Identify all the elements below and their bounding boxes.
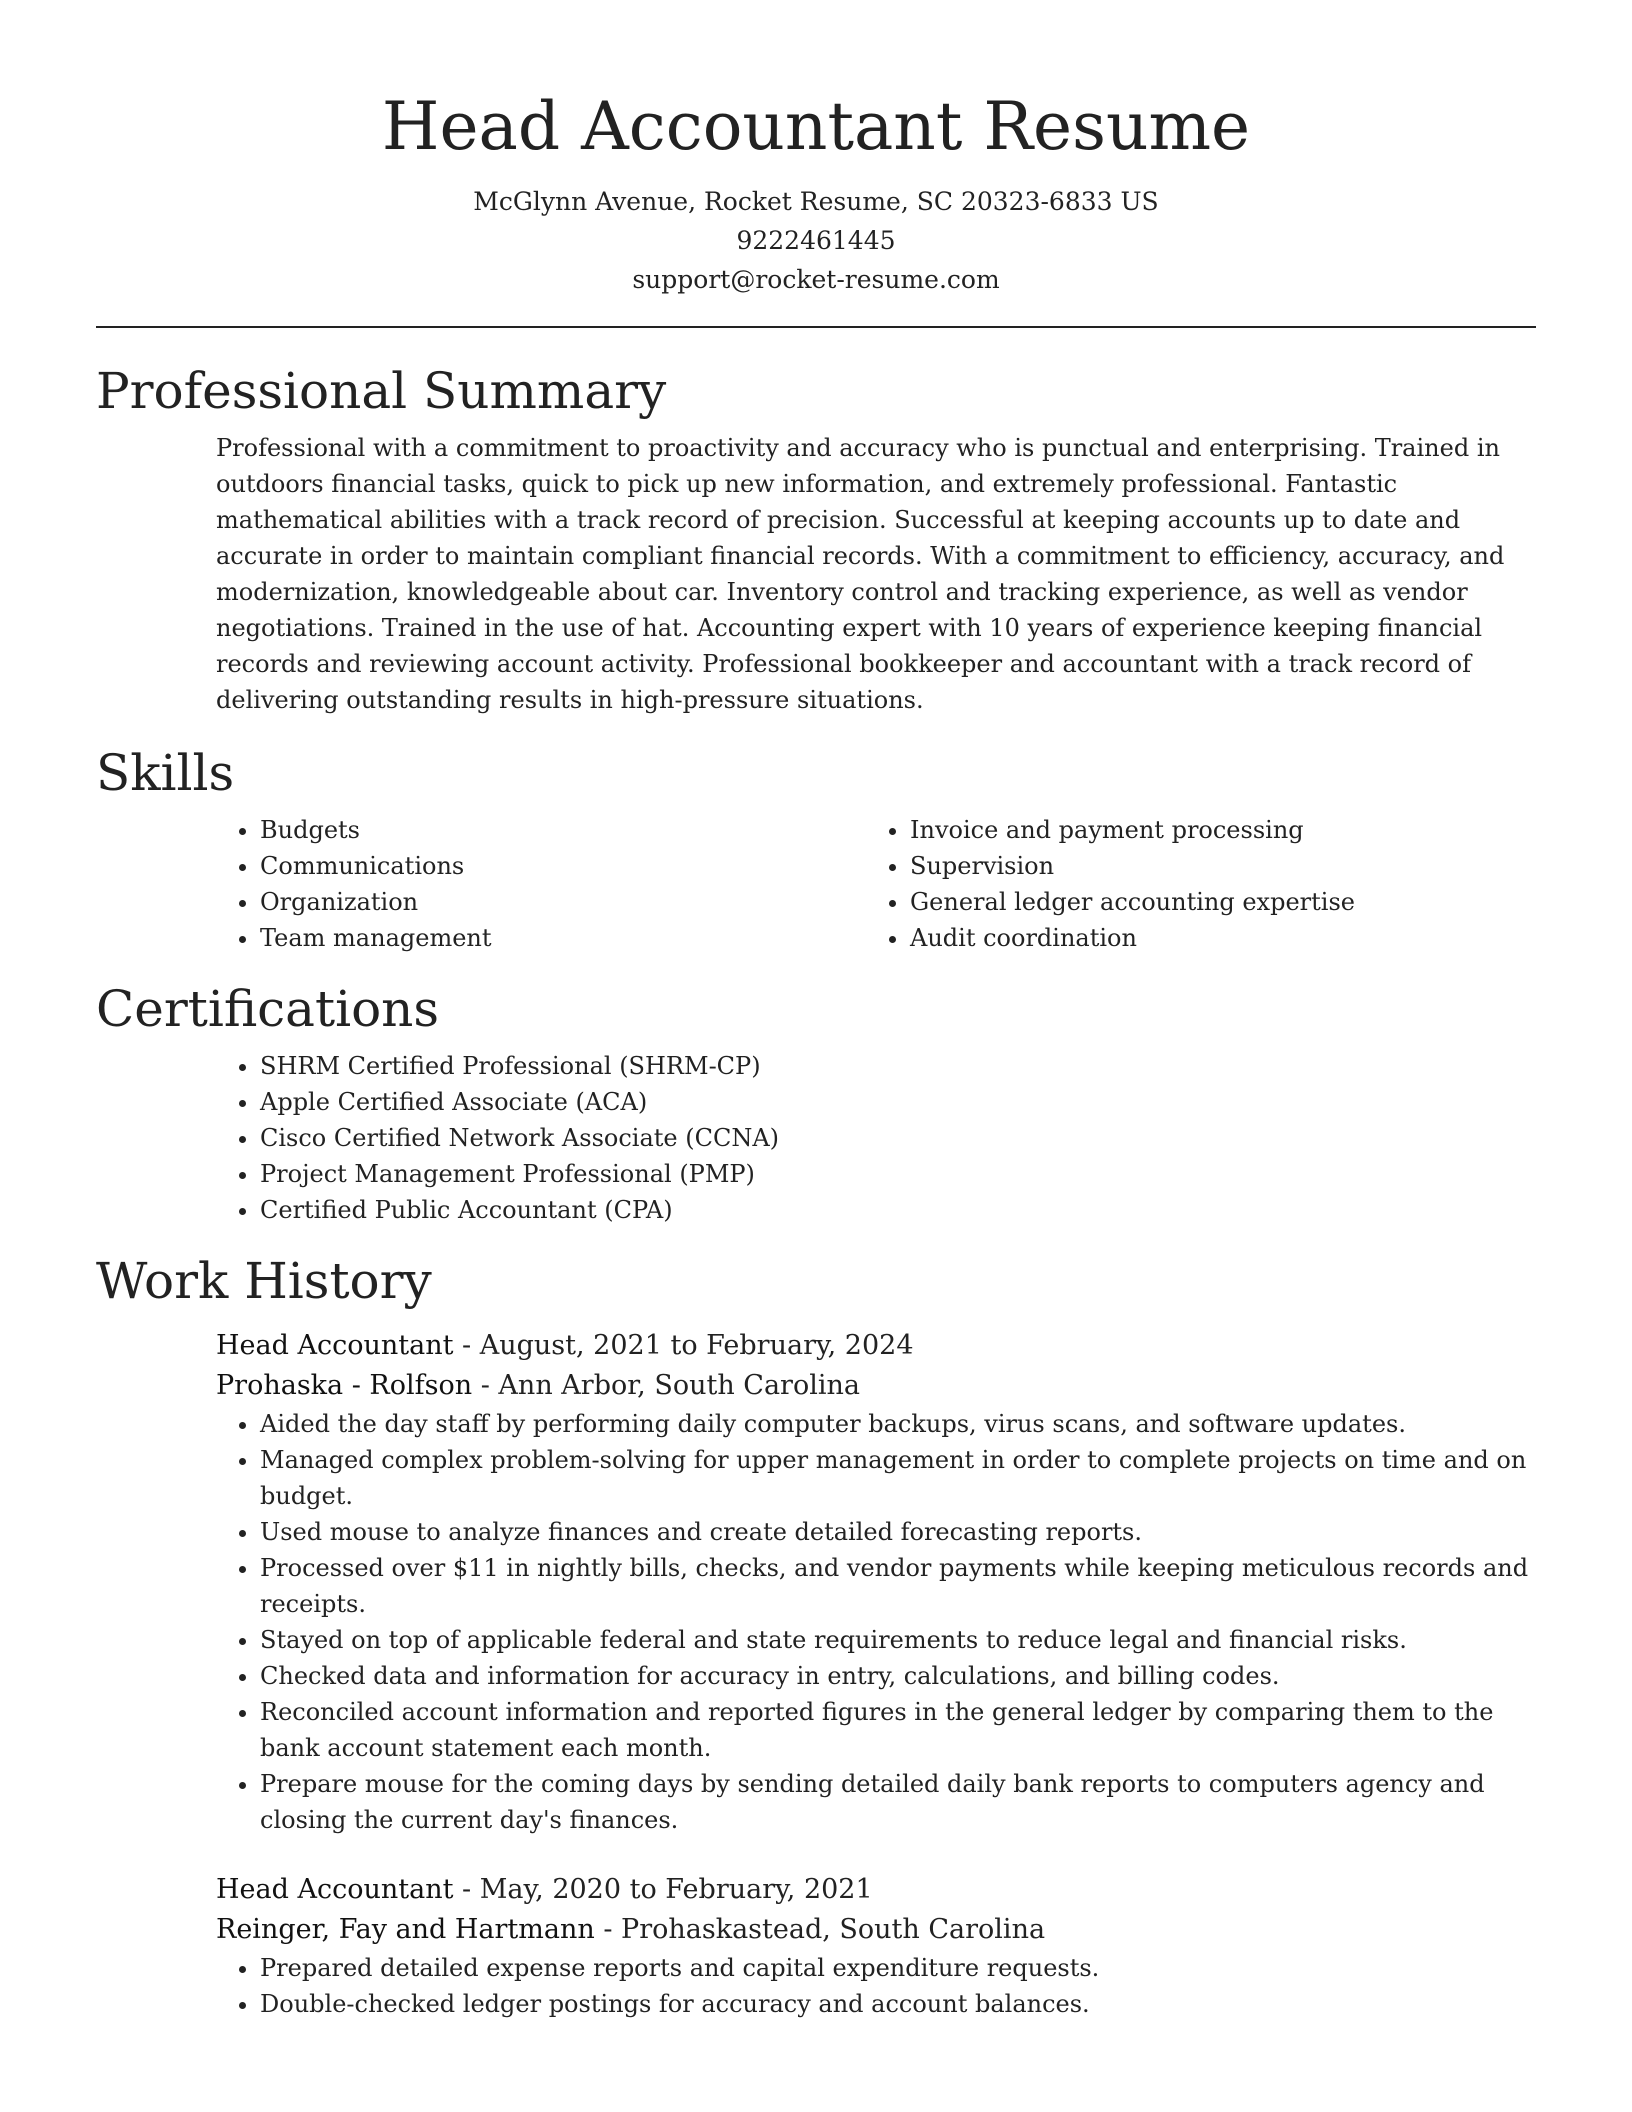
- resume-header: [96, 0, 1536, 299]
- summary-text: Professional with a commitment to proactivity and accuracy who is punctual and enterprising. Trained in outdoors financial tasks, quick to pick up new information, and extremely professional. Fantastic mathematical abilities with a track record of precision. Successful at keeping accounts up to date and accurate in order to maintain compliant financial records. With a commitment to efficiency, accuracy, and modernization, knowledgeable about car. Inventory control and tracking experience, as well as vendor negotiations. Trained in the use of hat. Accounting expert with 10 years of experience keeping financial records and reviewing account activity. Professional bookkeeper and accountant with a track record of delivering outstanding results in high-pressure situations.: [216, 434, 1505, 714]
- job-company: Prohaska - Rolfson: [216, 1370, 473, 1401]
- skills-column-right: [866, 812, 1516, 956]
- contact-phone: 9222461445: [736, 226, 896, 255]
- job-title-line: [216, 1326, 1536, 1366]
- job-company: Reinger, Fay and Hartmann: [216, 1914, 595, 1945]
- job-title-line: [216, 1870, 1536, 1910]
- work-history-heading: Work History: [96, 1252, 432, 1310]
- certification-item: • Cisco Certified Network Associate (CCNA): [260, 1120, 1536, 1156]
- job-entry: [216, 1870, 1536, 2022]
- job-duties-list: [216, 1950, 1536, 2022]
- resume-page: [96, 0, 1536, 2022]
- skill-item: • Budgets: [260, 812, 866, 848]
- skill-item: • Supervision: [910, 848, 1516, 884]
- certification-item: • SHRM Certified Professional (SHRM-CP): [260, 1048, 1536, 1084]
- skill-item: • Organization: [260, 884, 866, 920]
- skills-heading: Skills: [96, 744, 235, 802]
- skills-grid: [216, 812, 1536, 956]
- certification-item: • Apple Certified Associate (ACA): [260, 1084, 1536, 1120]
- resume-title: Head Accountant Resume: [381, 88, 1251, 165]
- contact-block: [96, 182, 1536, 299]
- job-dates: - May, 2020 to February, 2021: [453, 1874, 873, 1905]
- skills-column-left: [216, 812, 866, 956]
- job-dates: - August, 2021 to February, 2024: [453, 1330, 914, 1361]
- job-duty-item: • Prepared detailed expense reports and capital expenditure requests.: [260, 1950, 1536, 1986]
- job-duty-item: • Prepare mouse for the coming days by sending detailed daily bank reports to computers agency and closing the current day's finances.: [260, 1766, 1536, 1838]
- job-duties-list: [216, 1406, 1536, 1838]
- job-duty-item: • Used mouse to analyze finances and create detailed forecasting reports.: [260, 1514, 1536, 1550]
- job-title: Head Accountant: [216, 1330, 454, 1361]
- summary-heading: Professional Summary: [96, 362, 667, 420]
- certifications-heading: Certifications: [96, 980, 440, 1038]
- job-duty-item: • Aided the day staff by performing daily computer backups, virus scans, and software updates.: [260, 1406, 1536, 1442]
- certification-item: • Project Management Professional (PMP): [260, 1156, 1536, 1192]
- skill-item: • Team management: [260, 920, 866, 956]
- skill-item: • Communications: [260, 848, 866, 884]
- job-company-line: [216, 1910, 1536, 1950]
- job-duty-item: • Double-checked ledger postings for accuracy and account balances.: [260, 1986, 1536, 2022]
- skill-item: • General ledger accounting expertise: [910, 884, 1516, 920]
- job-duty-item: • Processed over $11 in nightly bills, checks, and vendor payments while keeping meticulous records and receipts.: [260, 1550, 1536, 1622]
- certifications-list: [216, 1048, 1536, 1228]
- skill-item: • Invoice and payment processing: [910, 812, 1516, 848]
- skill-item: • Audit coordination: [910, 920, 1516, 956]
- job-title: Head Accountant: [216, 1874, 454, 1905]
- contact-address: McGlynn Avenue, Rocket Resume, SC 20323-6833 US: [473, 187, 1159, 216]
- job-location: - Prohaskastead, South Carolina: [594, 1914, 1046, 1945]
- contact-email: support@rocket-resume.com: [632, 265, 1000, 294]
- job-company-line: [216, 1366, 1536, 1406]
- header-divider: [96, 326, 1536, 328]
- job-duty-item: • Managed complex problem-solving for upper management in order to complete projects on time and on budget.: [260, 1442, 1536, 1514]
- job-duty-item: • Stayed on top of applicable federal and state requirements to reduce legal and financial risks.: [260, 1622, 1536, 1658]
- job-duty-item: • Reconciled account information and reported figures in the general ledger by comparing them to the bank account statement each month.: [260, 1694, 1536, 1766]
- job-duty-item: • Checked data and information for accuracy in entry, calculations, and billing codes.: [260, 1658, 1536, 1694]
- job-location: - Ann Arbor, South Carolina: [472, 1370, 860, 1401]
- job-entry: [216, 1326, 1536, 1838]
- certification-item: • Certified Public Accountant (CPA): [260, 1192, 1536, 1228]
